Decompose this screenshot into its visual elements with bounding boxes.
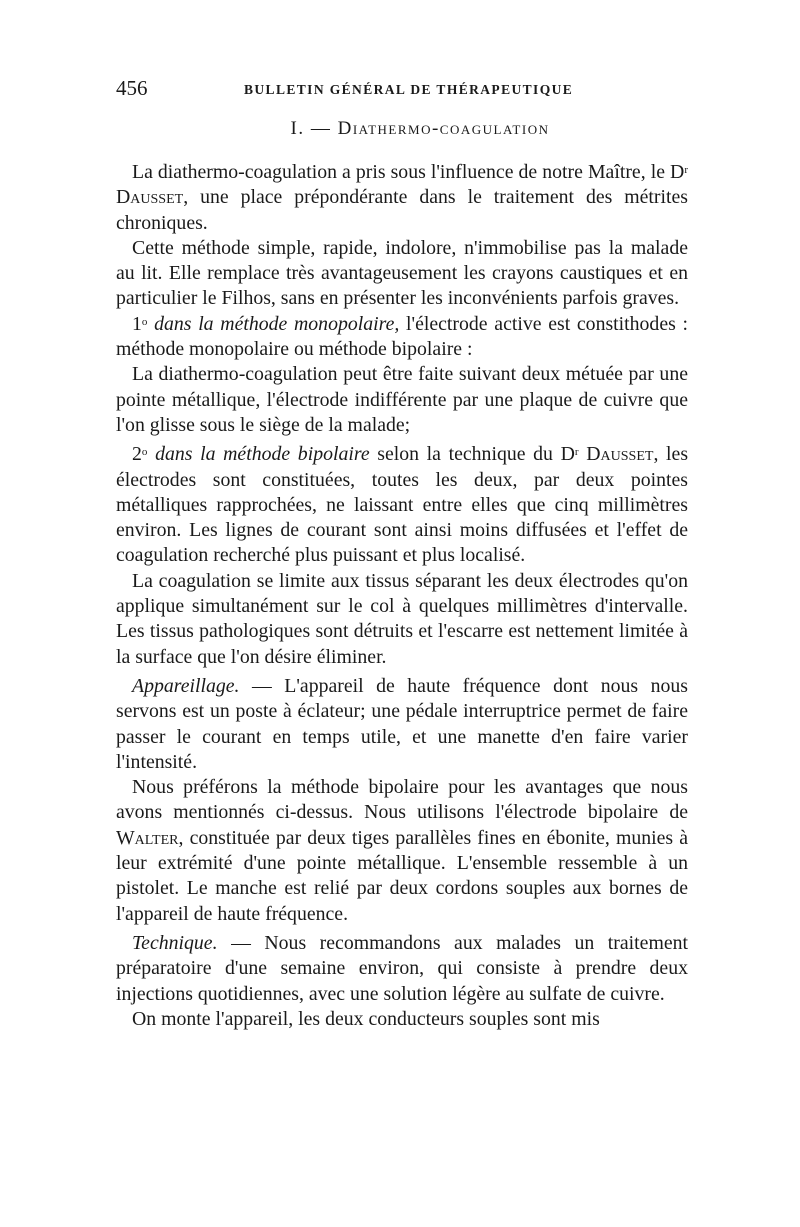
paragraph-9: Technique. — Nous recommandons aux malades un traitement préparatoire d'une semaine environ, qui consiste à prendre deux injections quotidiennes, avec une solution légère au sulfate de cuivre. <box>116 931 688 1005</box>
author-name: Dausset <box>116 186 184 209</box>
paragraph-8: Nous préférons la méthode bipolaire pour les avantages que nous avons mentionnés ci-dessus. Nous utilisons l'électrode bipolaire de Walter, constituée par deux tiges parallèles fines en ébonite, munies à leur extrémité d'une pointe métallique. L'ensemble ressemble à un pistolet. Le manche est relié par deux cordons souples aux bornes de l'appareil de haute fréquence. <box>116 776 688 925</box>
running-title: BULLETIN GÉNÉRAL DE THÉRAPEUTIQUE <box>244 82 574 97</box>
paragraph-1: La diathermo-coagulation a pris sous l'influence de notre Maître, le $D^r$ Dausset, une place prépondérante dans le traitement des métrites chroniques. <box>116 161 688 234</box>
author-name: Walter <box>116 826 179 849</box>
paragraph-3: 1$^o$ dans la méthode monopolaire, l'électrode active est constithodes : méthode monopolaire ou méthode bipolaire : <box>116 312 689 361</box>
page-number: 456 <box>116 76 148 100</box>
paragraph-7: Appareillage. — L'appareil de haute fréquence dont nous nous servons est un poste à éclateur; une pédale interruptrice permet de faire passer le courant en temps utile, et une manette d'en faire varier l'intensité. <box>116 674 688 773</box>
paragraph-10: On monte l'appareil, les deux conducteurs souples sont mis <box>132 1007 600 1030</box>
paragraph-2: Cette méthode simple, rapide, indolore, n'immobilise pas la malade au lit. Elle remplace très avantageusement les crayons caustiques et en particulier le Filhos, sans en présenter les inconvénients parfois graves. <box>116 236 688 310</box>
body-text <box>116 160 688 1032</box>
section-title: Diathermo-coagulation <box>337 118 550 139</box>
section-number: I. — <box>290 118 332 139</box>
paragraph-5: 2$^o$ dans la méthode bipolaire selon la technique du $D^r$ Dausset, les électrodes sont constituées, toutes les deux, par deux pointes métalliques rapprochées, ne laissant entre elles que cinq millimètres environ. Les lignes de courant sont ainsi moins diffusées et l'effet de coagulation recherché plus puissant et plus localisé. <box>116 443 689 567</box>
paragraph-6: La coagulation se limite aux tissus séparant les deux électrodes qu'on applique simultanément sur le col à quelques millimètres d'intervalle. Les tissus pathologiques sont détruits et l'escarre est nettement limitée à la surface que l'on désire éliminer. <box>116 569 688 668</box>
paragraph-4: La diathermo-coagulation peut être faite suivant deux métuée par une pointe métallique, l'électrode indifférente par une plaque de cuivre que l'on glisse sous le siège de la malade; <box>116 363 688 436</box>
page-header <box>116 76 688 100</box>
author-name: Dausset <box>586 443 654 466</box>
section-heading <box>0 118 800 140</box>
